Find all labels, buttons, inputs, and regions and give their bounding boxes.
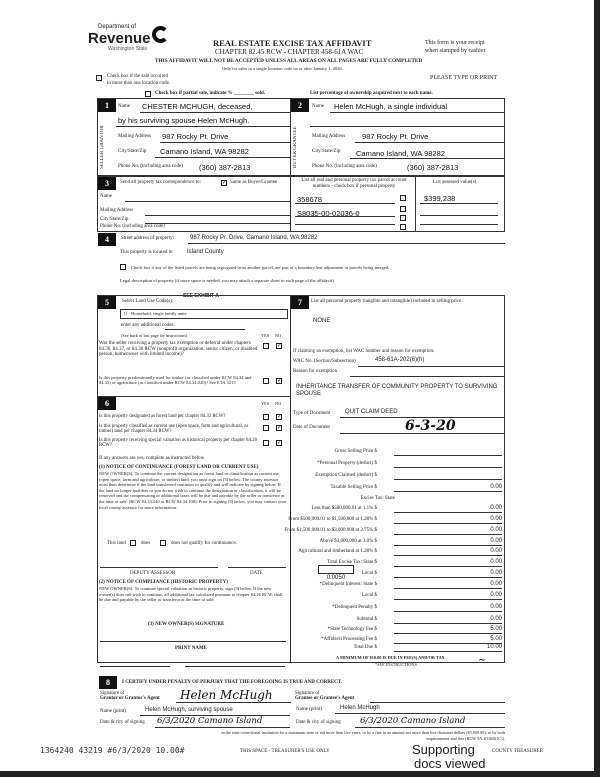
county[interactable]: Island County (187, 249, 224, 255)
scan-edge-bottom (0, 771, 600, 777)
tax-row-label: Above $3,000,000 at 3.0% $ (319, 539, 377, 544)
tax-row (290, 604, 505, 613)
tax-row (290, 472, 505, 481)
rule (145, 215, 290, 216)
rule (340, 433, 505, 434)
rule (155, 157, 290, 158)
tax-row-label: Gross Selling Price $ (334, 449, 377, 454)
document-date[interactable]: 6-3-20 (405, 418, 456, 434)
certify-statement: I CERTIFY UNDER PENALTY OF PERJURY THAT THE FOREGOING IS TRUE AND CORRECT. (122, 680, 343, 685)
no-header: NO (275, 333, 282, 338)
date-line (228, 567, 286, 568)
parcel-header: List all real and personal property tax parcel account numbers - check box if personal property (301, 178, 407, 189)
multi-location-label-1: Check box if the sale occurred (107, 74, 168, 79)
exemption-reason[interactable]: INHERITANCE TRANSFER OF COMMUNITY PROPERTY TO SURVIVING SPOUSE (296, 384, 498, 397)
county-treasurer-label: COUNTY TREASURER (492, 749, 543, 754)
rule (145, 223, 290, 224)
seller-phone[interactable]: (360) 387-2813 (199, 163, 251, 172)
tax-row-amount[interactable]: 0.00 (394, 616, 502, 624)
supporting-docs-stamp-1: Supporting (412, 742, 475, 757)
assessed-header: List assessed value(s) (433, 180, 477, 185)
timber-yes-checkbox[interactable] (263, 378, 269, 384)
notice-continuance-text: NEW OWNER(S): To continue the current designation as forest land or classification as current use (open space, farm and agriculture, or timber) land, you must sign on (3) below. The county assessor must then determine if the land transferred continues to qualify and will indicate by signing below. If the land no longer qualifies or you do not wish to continue the designation or classification, it will be removed and the compensating or additional taxes will be due and payable by the seller or transferor at the time of sale. (RCW 84.33.140 or RCW 84.34.108). Prior to signing (3) below, you may contact your local county assessor for more information. (99, 471, 287, 510)
minimum-due-note: A MINIMUM OF $10.00 IS DUE IN FEE(S) AND/OR TAX (336, 655, 445, 660)
tax-row-amount[interactable]: 0.00 (394, 516, 502, 524)
parcel-number-1[interactable]: 358678 (297, 195, 323, 204)
personal-property-value[interactable]: NONE (313, 318, 331, 324)
tax-row (290, 448, 505, 457)
grantor-name-label: Name (print) (100, 709, 126, 714)
buyer-address[interactable]: 987 Rocky Pt. Drive (362, 132, 429, 141)
tax-row (290, 516, 505, 525)
tax-row (290, 581, 505, 590)
correspondence-city-label: City/State/Zip (100, 217, 129, 222)
rule (310, 126, 505, 127)
additional-codes-input (165, 329, 245, 330)
exemption-yes-checkbox[interactable] (263, 343, 269, 349)
seller-grantor-label: SELLER GRANTOR (100, 125, 105, 169)
rule (176, 702, 291, 703)
correspondence-phone-label: Phone No. (including area code) (100, 224, 165, 229)
receipt-note-1: This form is your receipt (425, 40, 485, 46)
grantor-date-label: Date & city of signing (100, 720, 145, 725)
forest-yes-checkbox[interactable] (263, 414, 269, 420)
seller-address-label: Mailing Address (118, 134, 152, 139)
rule (355, 727, 505, 728)
grantee-printed-name[interactable]: Helen McHugh (340, 705, 380, 711)
segregated-label: Check box if any of the listed parcels are being segregated from another parcel, are part of a boundary line adjustment or parcels being merged. (131, 265, 390, 270)
rule (335, 713, 505, 714)
land-use-label: Select Land Use Code(s): (122, 299, 174, 304)
deputy-assessor-label: DEPUTY ASSESSOR (130, 571, 176, 576)
tax-row-amount[interactable]: 0.00 (394, 484, 502, 492)
tax-row (290, 460, 505, 469)
partial-sale-label: Check box if partial sale, indicate % ________ sold. (155, 91, 266, 96)
land-use-value: 11 - Household, single family units (123, 311, 187, 316)
partial-sale-checkbox[interactable] (145, 91, 151, 97)
tax-row-amount[interactable]: 0.00 (394, 570, 502, 578)
tax-row-label: Local $ (361, 571, 377, 576)
multi-location-checkbox[interactable] (96, 75, 102, 81)
tax-row-label: Local $ (361, 593, 377, 598)
grantor-printed-name[interactable]: Helen McHugh, surviving spouse (145, 707, 233, 713)
reason-label: Reason for exemption (293, 369, 338, 374)
tax-row-label: Agricultural and timberland at 1.28% $ (298, 549, 377, 554)
perjury-penalty-text: in the state correctional institution for a maximum term of not more than five years, or by a fine in an amount not more than five thousand dollars ($5,000.00), or by both imprisonment and fine (RCW 9A.20.020(1C)). (221, 730, 505, 741)
handwritten-initials: ~ (478, 655, 487, 666)
tax-row-label: From $500,000.01 to $1,500,000 at 1.28% $ (288, 517, 377, 522)
seller-name-label: Name (118, 104, 130, 109)
tax-calculation (284, 448, 505, 650)
new-owner-signature-line (100, 641, 286, 642)
rule (420, 203, 498, 204)
print-name-label: PRINT NAME (175, 646, 207, 651)
same-as-buyer-label: Same as Buyer/Grantee (230, 180, 278, 185)
rule (116, 126, 290, 127)
section-1-badge: 1 (98, 99, 116, 112)
does-not-qualify-checkbox[interactable] (160, 540, 166, 546)
tax-row-label: *Delinquent Interest: State $ (319, 582, 377, 587)
tax-row-label: *Affidavit Processing Fee $ (321, 637, 377, 642)
wac-number[interactable]: 458-61A-202(6)(h) (375, 357, 425, 363)
does-qualify-checkbox[interactable] (130, 540, 136, 546)
rule (420, 215, 498, 216)
divider (97, 396, 290, 397)
tax-row-label: From $1,500,000.01 to $3,000,000 at 2.75% $ (284, 528, 377, 533)
logo-swirl-icon (152, 26, 169, 43)
property-street-address[interactable]: 987 Rocky Pr. Drive, Camano Island, WA 98282 (190, 235, 318, 241)
supporting-docs-stamp-2: docs viewed (414, 756, 486, 771)
tax-row-label: Exemption Claimed (deduct) $ (315, 473, 377, 478)
parcel-number-2[interactable]: S8035-00-02036-0 (297, 209, 360, 218)
does-label: does (141, 541, 151, 546)
ownership-pct-note: List percentage of ownership acquired next to each name. (310, 91, 433, 96)
seller-address[interactable]: 987 Rocky Pt. Drive (162, 132, 229, 141)
same-as-buyer-checkbox[interactable]: ✓ (222, 179, 228, 186)
forest-land-question: Is this property designated as forest land per chapter 84.33 RCW? (99, 414, 226, 419)
tax-row-amount[interactable] (394, 448, 502, 456)
rule (330, 112, 505, 113)
tax-correspondence-label: Send all property tax correspondence to: (120, 180, 201, 185)
scan-edge-right (594, 0, 600, 777)
form-chapter: CHAPTER 82.45 RCW - CHAPTER 458-61A WAC (215, 48, 364, 56)
timber-question: Is this property predominantly used for timber (as classified under RCW 84.34 and 84.33) or agriculture (as classified under RCW 84.34.020)? See ETA 3215 (99, 375, 252, 385)
document-date-label: Date of Document (293, 425, 330, 430)
tax-row-label: *Personal Property (deduct) $ (317, 461, 377, 466)
rule (350, 158, 505, 159)
section-8-badge: 8 (99, 676, 117, 689)
notice-continuance-title: (1) NOTICE OF CONTINUANCE (FOREST LAND OR CURRENT USE) (99, 465, 259, 470)
seller-city[interactable]: Camano Island, WA 98282 (160, 147, 249, 156)
historic-no-checkbox[interactable]: ✓ (277, 439, 283, 446)
tax-row-amount[interactable]: 5.00 (394, 626, 502, 634)
local-rate-box[interactable] (318, 565, 354, 581)
tax-row-amount[interactable]: 5.00 (394, 636, 502, 644)
buyer-grantee-label: BUYER GRANTEE (293, 126, 298, 168)
legal-description[interactable]: SEE EXHIBIT A (183, 293, 219, 299)
rule (295, 224, 395, 225)
print-name-line (100, 666, 170, 667)
rule (355, 142, 505, 143)
tax-row-amount[interactable]: 10.00 (394, 644, 502, 652)
tax-row-label: Subtotal $ (356, 617, 377, 622)
rule (160, 142, 290, 143)
date-label: DATE (250, 571, 263, 576)
logo-state: Washington State (108, 46, 148, 52)
exemption-instruction: If claiming an exemption, list WAC number and reason for exemption: (293, 349, 435, 354)
personal-property-checkbox[interactable] (400, 195, 406, 201)
if-yes-note: If any answers are yes, complete as instructed below. (99, 456, 206, 461)
exemption-no-checkbox[interactable]: ✓ (277, 342, 283, 349)
tax-row-amount[interactable]: 0.00 (394, 592, 502, 600)
tax-row-label: *State Technology Fee $ (327, 627, 377, 632)
grantee-name-label: Name (print) (296, 707, 322, 712)
grantor-signature[interactable]: Helen McHugh (180, 688, 273, 702)
form-only-for: Only for sales in a single location code on or after January 1, 2020. (222, 66, 343, 71)
tax-row-amount[interactable]: 0.00 (394, 604, 502, 612)
rule (350, 376, 505, 377)
tax-row (290, 616, 505, 625)
segregated-checkbox[interactable] (120, 264, 126, 270)
correspondence-name-label: Name (100, 194, 112, 199)
tax-row-label: Total Excise Tax: State $ (327, 560, 377, 565)
tax-row (290, 495, 505, 504)
deputy-signature-line (100, 567, 218, 568)
tax-row-label: Total Due $ (353, 645, 377, 650)
tax-row-amount[interactable]: 0.00 (394, 548, 502, 556)
seller-name-continued[interactable]: by his surviving spouse Helen McHugh. (118, 116, 250, 125)
grantor-signature-label-2: Grantor or Grantor's Agent (100, 696, 160, 701)
document-type[interactable]: QUIT CLAIM DEED (345, 409, 398, 415)
tax-row (290, 626, 505, 635)
exemption-question: Was the seller receiving a property tax exemption or deferral under chapters 84.36, 84.37, or 84.38 RCW (nonprofit organization, senior citizen, or disabled person, homeowner with limited income)? (99, 341, 258, 358)
tax-row-label: Taxable Selling Price $ (330, 485, 377, 490)
assessed-value[interactable]: $399,238 (424, 194, 456, 203)
tax-row-label: *Delinquent Penalty $ (332, 605, 377, 610)
receipt-note-2: when stamped by cashier. (425, 48, 487, 54)
seller-phone-label: Phone No. (including area code) (118, 164, 183, 169)
instructions-note: (See back of last page for instructions) (121, 333, 188, 338)
buyer-phone[interactable]: (360) 387-2813 (407, 163, 459, 172)
tax-row-amount[interactable] (394, 472, 502, 480)
personal-property-checkbox[interactable] (400, 206, 406, 212)
legal-description-label: Legal description of property (if more space is needed, you may attach a separate sheet to each page of the affidavit) (120, 278, 334, 283)
grantee-signature-label-1: Signature of (295, 691, 320, 696)
see-instructions: *SEE INSTRUCTIONS (375, 662, 417, 667)
does-not-label: does not qualify for continuance. (171, 541, 237, 546)
multi-location-label-2: in more than one location code. (107, 81, 171, 86)
section-2-badge: 2 (291, 99, 309, 112)
this-land-label: This land (107, 541, 126, 546)
seller-name[interactable]: CHESTER MCHUGH, deceased, (142, 102, 253, 111)
new-owner-signature-title: (3) NEW OWNER(S) SIGNATURE (148, 622, 225, 627)
rule (295, 216, 395, 217)
notice-compliance-title: (2) NOTICE OF COMPLIANCE (HISTORIC PROPERTY) (99, 580, 228, 585)
section-5-badge: 5 (98, 296, 116, 309)
street-address-label: Street address of property: (121, 236, 174, 241)
please-type: PLEASE TYPE OR PRINT (430, 75, 498, 81)
buyer-name-label: Name (312, 104, 324, 109)
rule (370, 702, 505, 703)
yes-header: YES (261, 401, 270, 406)
buyer-city-label: City/State/Zip (312, 149, 341, 154)
seller-city-label: City/State/Zip (118, 149, 147, 154)
notice-compliance-text: NEW OWNER(S): To continue special valuation as historic property, sign (3) below. If the new owner(s) does not wish to continue, all additional tax calculated pursuant to chapter 84.26 RCW, shall be due and payable by the seller or transferor at the time of sale. (99, 586, 283, 603)
tax-row-amount[interactable]: 0.00 (394, 505, 502, 513)
personal-property-checkbox[interactable] (400, 224, 406, 230)
current-use-question: Is this property classified as current use (open space, farm and agricultural, or timber) land per chapter 84.34 RCW? (99, 424, 249, 434)
print-name-line (185, 666, 285, 667)
form-title: REAL ESTATE EXCISE TAX AFFIDAVIT (213, 38, 372, 48)
personal-property-checkbox[interactable] (400, 215, 406, 221)
current-use-no-checkbox[interactable]: ✓ (277, 424, 283, 431)
cashier-stamp: 1364240 43219 #6/3/2020 10.00# (40, 746, 185, 755)
tax-row (290, 538, 505, 547)
correspondence-address-label: Mailing Address (100, 208, 134, 213)
grantee-date-label: Date & city of signing (296, 720, 341, 725)
tax-row (290, 592, 505, 601)
grantee-date-city[interactable]: 6/3/2020 Camano Island (360, 716, 466, 726)
rule (420, 224, 498, 225)
additional-codes-label: enter any additional codes: (121, 323, 175, 328)
wac-label: WAC No. (Section/Subsection) (293, 359, 356, 364)
historic-yes-checkbox[interactable] (263, 440, 269, 446)
no-header: NO (275, 401, 282, 406)
tax-row-label: Less than $500,000.01 at 1.1% $ (311, 506, 377, 511)
tax-row (290, 644, 505, 653)
rule (155, 727, 290, 728)
rule (188, 243, 505, 244)
tax-row-amount[interactable] (394, 460, 502, 468)
tax-row-amount[interactable]: 0.00 (394, 559, 502, 567)
tax-row (284, 527, 505, 536)
located-in-label: This property is located in (120, 250, 173, 255)
rule (295, 203, 395, 204)
timber-no-checkbox[interactable]: ✓ (277, 377, 283, 384)
buyer-name[interactable]: Helen McHugh, a single individual (334, 102, 447, 111)
land-use-select[interactable] (120, 309, 288, 319)
forest-no-checkbox[interactable]: ✓ (277, 413, 283, 420)
document-type-label: Type of Document (293, 411, 331, 416)
section-6-badge: 6 (98, 397, 116, 410)
tax-row-amount[interactable]: 0.00 (394, 527, 502, 535)
buyer-address-label: Mailing Address (312, 134, 346, 139)
buyer-city[interactable]: Camano Island, WA 98282 (356, 149, 445, 158)
rule (140, 112, 290, 113)
tax-row-amount[interactable]: 0.00 (394, 538, 502, 546)
current-use-yes-checkbox[interactable] (263, 425, 269, 431)
personal-property-label: List all personal property (tangible and intangible) included in selling price. (311, 299, 463, 304)
section-4-badge: 4 (98, 233, 116, 246)
tax-row (290, 548, 505, 557)
historic-question: Is this property receiving special valuation as historical property per chapter 84.26 RCW? (99, 438, 257, 448)
tax-row-label: Excise Tax: State (360, 496, 395, 501)
tax-row (290, 505, 505, 514)
logo-dept: Department of (98, 24, 137, 30)
rule (125, 201, 290, 202)
section-7-badge: 7 (291, 296, 309, 309)
rule (358, 366, 505, 367)
treasurer-use-only: THIS SPACE - TREASURER'S USE ONLY (240, 749, 330, 754)
yes-header: YES (261, 333, 270, 338)
divider (415, 176, 416, 232)
grantee-signature-label-2: Grantee or Grantee's Agent (295, 696, 355, 701)
buyer-phone-label: Phone No. (including area code) (312, 164, 377, 169)
grantor-date-city[interactable]: 6/3/2020 Camano Island (157, 716, 263, 726)
form-warning: THIS AFFIDAVIT WILL NOT BE ACCEPTED UNLESS ALL AREAS ON ALL PAGES ARE FULLY COMPLETED (155, 58, 423, 64)
tax-row-amount[interactable]: 0.00 (394, 581, 502, 589)
tax-row (290, 484, 505, 493)
logo-revenue: Revenue (88, 30, 151, 47)
local-rate: 0.0050 (326, 575, 346, 581)
grantor-signature-label-1: Signature of (100, 691, 125, 696)
section-3-badge: 3 (98, 177, 116, 190)
